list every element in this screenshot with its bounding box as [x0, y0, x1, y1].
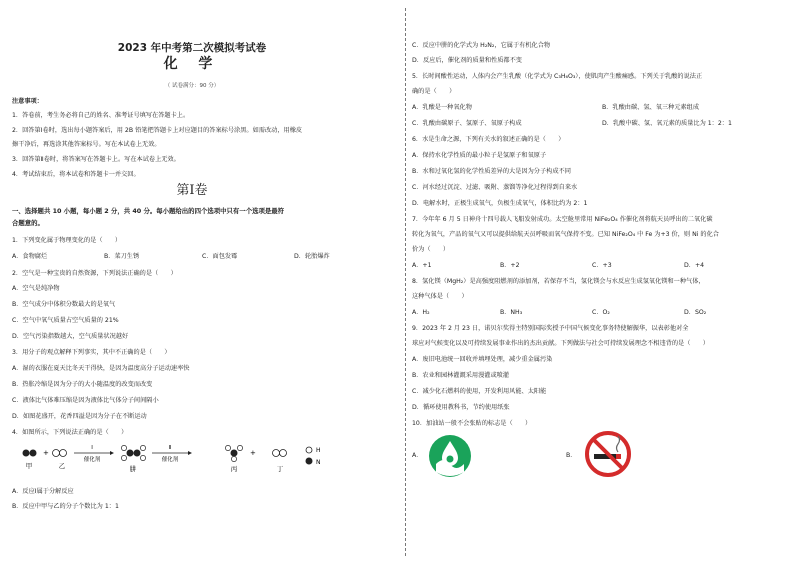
q3-option-c: C．液体比气体难压缩是因为液体比气体分子间间隔小 [12, 397, 159, 404]
note-3: 3．回答第Ⅱ卷时，将答案写在答题卡上。写在本试卷上无效。 [12, 156, 180, 163]
q10-option-b: B． [566, 452, 577, 459]
note-2-cont: 擦干净后，再选涂其他答案标号。写在本试卷上无效。 [12, 141, 161, 148]
q2-option-a: A．空气是纯净物 [12, 285, 60, 292]
section-instruction-cont: 合题意的。 [12, 219, 44, 227]
no-smoking-sign-icon [584, 430, 632, 478]
q9-line-1: 9．2023 年 2 月 23 日，诺贝尔奖得主特别国际奖授予中国气候变化事务特使解振华，以表彰他对全 [412, 325, 689, 332]
q5-stem: 5．长时间酸性运动，人体内会产生乳酸（化学式为 C₃H₆O₃），使肌肉产生酸痛感。下列关于乳酸的说法正 [412, 73, 703, 80]
q9-option-c: C．减少化石燃料的使用，开发利用风能、太阳能 [412, 388, 547, 395]
q6-stem: 6．水是生命之源，下列有关水的叙述正确的是（ ） [412, 136, 565, 143]
q4-stem: 4．如图所示，下列说法正确的是（ ） [12, 429, 128, 436]
molecule-jia [23, 450, 37, 471]
q4-option-b: B．反应中甲与乙的分子个数比为 1：1 [12, 503, 119, 510]
q1-stem: 1．下列变化属于物理变化的是（ ） [12, 237, 122, 244]
q6-option-b: B．水和过氧化氢的化学性质差异的大是因为分子构成不同 [412, 168, 571, 175]
q2-option-b: B．空气成分中体积分数最大的是氧气 [12, 301, 116, 308]
q5-stem-cont: 确的是（ ） [412, 88, 456, 95]
q5-option-b: B．乳酸由碳、氢、氧三种元素组成 [602, 104, 700, 111]
q10-stem: 10．加油站一般不会张贴的标志是（ ） [412, 420, 532, 427]
legend-n: N [316, 459, 321, 466]
q4-option-d: D．反应后，催化剂的质量和性质都不变 [412, 57, 522, 64]
arrow-2 [152, 445, 192, 463]
atom-legend [306, 447, 321, 466]
note-1: 1．答卷前，考生务必将自己的姓名、准考证号填写在答题卡上。 [12, 112, 190, 119]
score-note: （ 试卷满分：90 分） [164, 83, 220, 89]
q3-stem: 3．用分子的观点解释下列事实，其中不正确的是（ ） [12, 349, 171, 356]
q1-option-c: C．面包发霉 [202, 253, 238, 260]
q7-line-2: 转化为氧气，产品的氧气又可以提供给航天员呼吸而氧气保持不变。已知 NiFe₂O₄ 中 Fe 为+3 价，则 Ni 的化合 [412, 231, 719, 238]
arrow-1-bottom: 催化剂 [83, 457, 101, 463]
molecule-bing [225, 445, 242, 473]
right-column [412, 0, 782, 562]
left-column [12, 0, 382, 562]
molecule-ding [273, 450, 287, 474]
q7-option-d: D．+4 [684, 262, 705, 269]
q6-option-a: A．保持水化学性质的最小粒子是氢原子和氧原子 [412, 152, 547, 159]
exam-title: 2023 年中考第二次模拟考试卷 [117, 42, 267, 54]
arrow-2-top: Ⅱ [168, 445, 172, 451]
note-2: 2．回答第Ⅰ卷时，选出每小题答案后，用 2B 铅笔把答题卡上对应题目的答案标号涂黑。如需改动，用橡皮 [12, 127, 303, 134]
q3-option-d: D．如图花盛开，花香四溢是因为分子在不断运动 [12, 413, 147, 420]
q6-option-c: C．河水经过沉淀、过滤、吸附、蒸馏等净化过程得到自来水 [412, 184, 578, 191]
q9-option-d: D．循环使用教科书，节约使用纸张 [412, 404, 510, 411]
q4-option-c: C．反应中肼的化学式为 H₂N₂，它属于有机化合物 [412, 42, 551, 49]
label-ding: 丁 [276, 465, 284, 473]
q1-option-d: D．轮胎爆炸 [294, 253, 330, 260]
water-saving-sign-icon [428, 434, 472, 478]
q8-option-c: C．O₂ [592, 309, 610, 316]
notes-heading: 注意事项： [12, 98, 43, 105]
reaction-diagram [12, 443, 372, 479]
q2-option-c: C．空气中氧气质量占空气质量的 21% [12, 317, 119, 324]
q5-option-d: D．乳酸中碳、氢、氧元素的质量比为 1：2：1 [602, 120, 732, 127]
column-divider [405, 8, 406, 556]
q7-option-a: A．+1 [412, 262, 432, 269]
plus-sign-1: + [43, 449, 49, 457]
q9-option-a: A．废旧电池统一回收并填埋处理，减少重金属污染 [412, 356, 553, 363]
plus-sign-2: + [250, 449, 256, 457]
q8-line-1: 8．氢化镁（MgH₂）是高强度阻燃剂的添加剂，若保存不当，氢化镁会与水反应生成氢氧化镁和一种气体， [412, 278, 705, 285]
section-instruction: 一、选择题共 10 小题，每小题 2 分，共 40 分。每小题给出的四个选项中只有一个选项是最符 [12, 207, 285, 215]
label-jing: 肼 [129, 465, 137, 473]
note-4: 4．考试结束后，将本试卷和答题卡一并交回。 [12, 171, 140, 178]
label-yi: 乙 [58, 462, 66, 470]
q1-option-b: B．菜刀生锈 [104, 253, 140, 260]
q10-option-a: A． [412, 452, 423, 459]
q7-line-3: 价为（ ） [412, 246, 450, 253]
q2-stem: 2．空气是一种宝贵的自然资源，下列说法正确的是（ ） [12, 270, 177, 277]
molecule-yi [53, 450, 67, 471]
q8-line-2: 这种气体是（ ） [412, 293, 468, 300]
q2-option-d: D．空气污染指数越大，空气质量状况越好 [12, 333, 129, 340]
volume-heading: 第Ⅰ卷 [176, 183, 208, 198]
q8-option-d: D．SO₂ [684, 309, 707, 316]
q1-option-a: A．食物腐烂 [12, 253, 48, 260]
subject-title: 化 学 [163, 56, 221, 72]
q9-line-2: 球应对气候变化以及可持续发展事业作出的杰出贡献。下列做法与社会可持续发展理念不相违背的是（ ） [412, 340, 709, 347]
q6-option-d: D．电解水时，正极生成氧气，负极生成氧气，体积比约为 2：1 [412, 200, 588, 207]
arrow-2-bottom: 催化剂 [161, 457, 179, 463]
legend-h: H [316, 447, 321, 454]
q5-option-a: A．乳酸是一种氧化物 [412, 104, 472, 111]
q7-option-b: B．+2 [500, 262, 520, 269]
q8-option-a: A．H₂ [412, 309, 430, 316]
q3-option-b: B．热胀冷缩是因为分子的大小随温度的改变而改变 [12, 381, 153, 388]
q5-option-c: C．乳酸由碳原子、氢原子、氧原子构成 [412, 120, 522, 127]
q3-option-a: A．湿的衣服在夏天比冬天干得快，是因为温度高分子运动速率快 [12, 365, 190, 372]
label-bing: 丙 [230, 465, 238, 473]
q7-option-c: C．+3 [592, 262, 612, 269]
arrow-1 [74, 445, 114, 463]
q9-option-b: B．农业和园林灌溉采用漫灌或喷灌 [412, 372, 510, 379]
label-jia: 甲 [25, 462, 33, 470]
arrow-1-top: Ⅰ [91, 445, 93, 451]
q8-option-b: B．NH₃ [500, 309, 523, 316]
molecule-jing [121, 445, 145, 473]
q4-option-a: A．反应Ⅰ属于分解反应 [12, 488, 74, 495]
q7-line-1: 7．今年年 6 月 5 日神舟十四号载人飞船发射成功。太空舱里常用 NiFe₂O₄ 作催化剂将航天员呼出的二氧化碳 [412, 216, 713, 223]
